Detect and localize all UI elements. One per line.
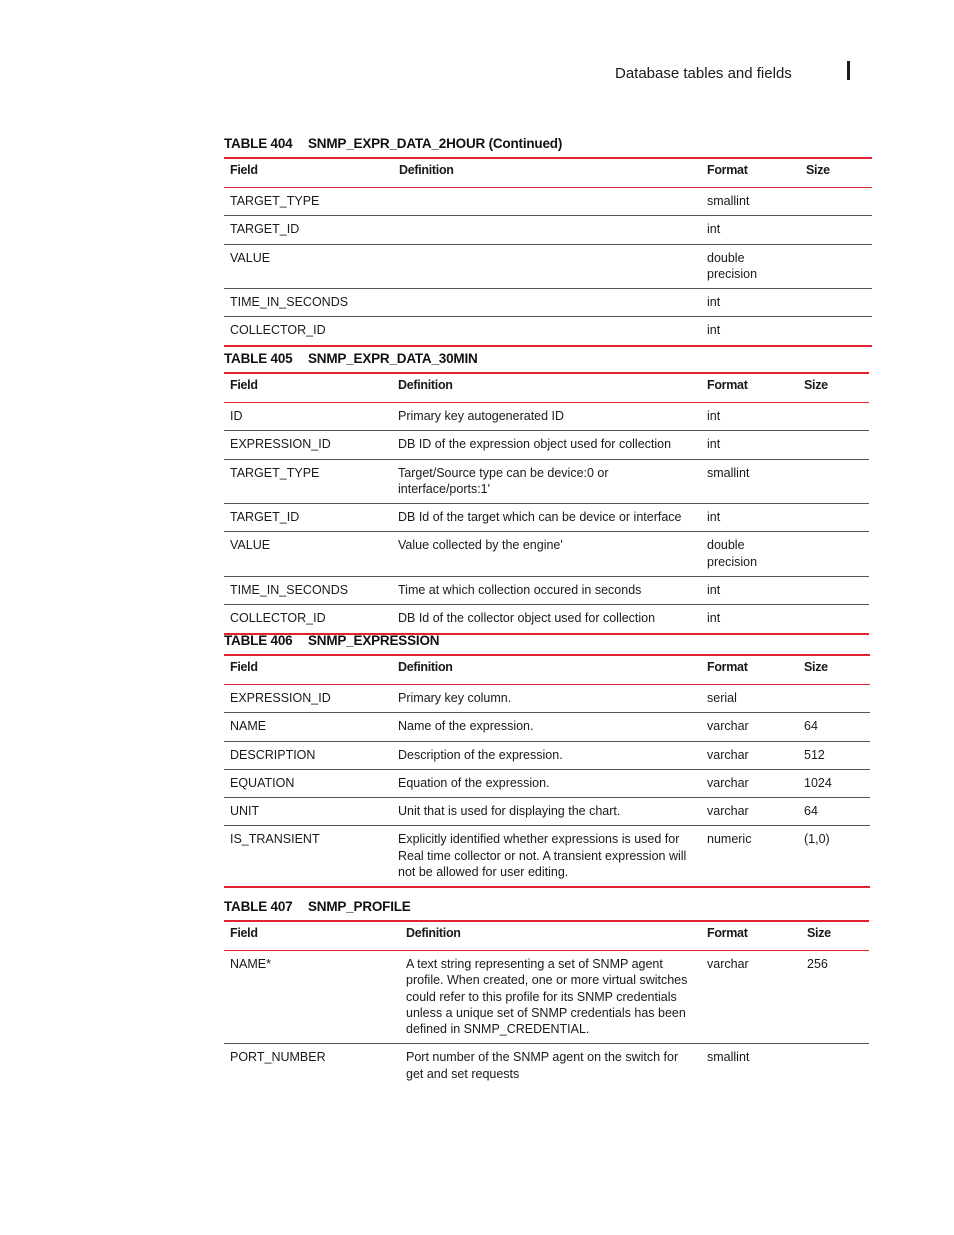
field-cell: TARGET_TYPE [224, 459, 392, 504]
format-cell: varchar [701, 713, 798, 741]
definition-cell: Description of the expression. [392, 741, 701, 769]
field-cell: NAME [224, 713, 392, 741]
size-cell [800, 289, 872, 317]
size-cell: 64 [798, 798, 870, 826]
header-marker-bar [847, 61, 850, 80]
format-cell: numeric [701, 826, 798, 887]
column-header: Field [224, 158, 393, 188]
column-header: Definition [392, 373, 701, 403]
format-cell: smallint [707, 1050, 750, 1065]
table-name: SNMP_PROFILE [308, 899, 411, 914]
table-row [224, 1044, 869, 1088]
column-header: Field [224, 655, 392, 685]
definition-cell [393, 188, 701, 216]
size-cell [800, 188, 872, 216]
field-cell: PORT_NUMBER [230, 1050, 326, 1065]
field-cell: EQUATION [224, 769, 392, 797]
table-number: TABLE 404 [224, 136, 293, 151]
format-cell: double precision [701, 244, 800, 289]
field-cell: UNIT [224, 798, 392, 826]
size-cell [798, 431, 869, 459]
table-row [224, 826, 870, 887]
column-header: Field [224, 373, 392, 403]
size-cell [800, 317, 872, 346]
format-cell: varchar [701, 769, 798, 797]
format-cell: serial [701, 685, 798, 713]
size-cell [801, 1044, 869, 1088]
table-name: SNMP_EXPR_DATA_2HOUR (Continued) [308, 136, 563, 151]
field-cell: COLLECTOR_ID [224, 605, 392, 634]
field-cell: NAME* [224, 951, 400, 1044]
table-row [224, 317, 872, 346]
definition-cell: Explicitly identified whether expressions is used for Real time collector or not. A transient expression will not be allowed for user editing. [392, 826, 701, 887]
table-row [224, 504, 869, 532]
field-cell: VALUE [224, 244, 393, 289]
definition-cell: Equation of the expression. [392, 769, 701, 797]
column-header: Format [701, 655, 798, 685]
column-header: Size [798, 655, 870, 685]
data-table [224, 157, 872, 347]
definition-cell [393, 289, 701, 317]
field-cell: IS_TRANSIENT [224, 826, 392, 887]
size-cell [798, 403, 869, 431]
definition-cell: Time at which collection occured in seconds [392, 577, 701, 605]
table-header-row [224, 655, 870, 685]
definition-cell: Name of the expression. [392, 713, 701, 741]
size-cell: 64 [798, 713, 870, 741]
table-row [224, 798, 870, 826]
field-cell: EXPRESSION_ID [224, 685, 392, 713]
field-cell: EXPRESSION_ID [224, 431, 392, 459]
format-cell: int [701, 317, 800, 346]
size-cell: 1024 [798, 769, 870, 797]
table-name: SNMP_EXPRESSION [308, 633, 440, 648]
table-row [224, 216, 872, 244]
column-header: Field [224, 921, 400, 951]
format-cell: varchar [701, 741, 798, 769]
definition-cell: DB ID of the expression object used for collection [392, 431, 701, 459]
definition-cell [393, 244, 701, 289]
definition-cell: Port number of the SNMP agent on the switch for get and set requests [406, 1050, 679, 1081]
table-row [224, 532, 869, 577]
definition-cell: Unit that is used for displaying the chart. [392, 798, 701, 826]
format-cell: int [701, 577, 798, 605]
size-cell [798, 504, 869, 532]
size-cell: 512 [798, 741, 870, 769]
table-number: TABLE 407 [224, 899, 293, 914]
column-header: Size [801, 921, 869, 951]
table-row [224, 769, 870, 797]
table-row [224, 741, 870, 769]
size-cell [798, 577, 869, 605]
definition-cell: DB Id of the collector object used for collection [392, 605, 701, 634]
definition-cell [393, 317, 701, 346]
table-number: TABLE 406 [224, 633, 293, 648]
table-row [224, 459, 869, 504]
format-cell: smallint [701, 188, 800, 216]
table-title [224, 633, 439, 648]
column-header: Size [800, 158, 872, 188]
format-cell: varchar [701, 798, 798, 826]
column-header: Definition [392, 655, 701, 685]
definition-cell: Target/Source type can be device:0 or interface/ports:1' [392, 459, 701, 504]
table-header-row [224, 373, 869, 403]
column-header: Format [701, 921, 801, 951]
field-cell: TARGET_ID [224, 216, 393, 244]
definition-cell: Primary key autogenerated ID [392, 403, 701, 431]
field-cell: COLLECTOR_ID [224, 317, 393, 346]
size-cell: 256 [801, 951, 869, 1044]
size-cell [800, 244, 872, 289]
format-cell: smallint [701, 459, 798, 504]
format-cell: int [701, 431, 798, 459]
table-row [224, 289, 872, 317]
table-row [224, 605, 869, 634]
size-cell: (1,0) [798, 826, 870, 887]
format-cell: int [701, 289, 800, 317]
table-row [224, 951, 869, 1044]
column-header: Definition [400, 921, 701, 951]
field-cell: VALUE [224, 532, 392, 577]
table-row [224, 431, 869, 459]
field-cell: ID [224, 403, 392, 431]
definition-cell: Value collected by the engine' [392, 532, 701, 577]
field-cell: TIME_IN_SECONDS [224, 577, 392, 605]
table-title [224, 136, 562, 151]
field-cell: TARGET_ID [224, 504, 392, 532]
table-row [224, 244, 872, 289]
table-header-row [224, 158, 872, 188]
column-header: Format [701, 158, 800, 188]
definition-cell: Primary key column. [392, 685, 701, 713]
data-table [224, 920, 869, 1088]
definition-cell [393, 216, 701, 244]
format-cell: int [701, 605, 798, 634]
definition-cell: DB Id of the target which can be device or interface [392, 504, 701, 532]
size-cell [798, 459, 869, 504]
column-header: Format [701, 373, 798, 403]
table-row [224, 713, 870, 741]
format-cell: int [701, 504, 798, 532]
field-cell: DESCRIPTION [224, 741, 392, 769]
format-cell: int [701, 403, 798, 431]
table-row [224, 577, 869, 605]
table-row [224, 685, 870, 713]
size-cell [800, 216, 872, 244]
table-row [224, 188, 872, 216]
size-cell [798, 532, 869, 577]
table-number: TABLE 405 [224, 351, 293, 366]
definition-cell: A text string representing a set of SNMP agent profile. When created, one or more virtual switches could refer to this profile for its SNMP credentials unless a unique set of SNMP credentials has been defined in SNMP_CREDENTIAL. [400, 951, 701, 1044]
table-row [224, 403, 869, 431]
data-table [224, 372, 869, 635]
table-header-row [224, 921, 869, 951]
field-cell: TARGET_TYPE [224, 188, 393, 216]
data-table [224, 654, 870, 888]
format-cell: varchar [701, 951, 801, 1044]
size-cell [798, 685, 870, 713]
size-cell [798, 605, 869, 634]
table-name: SNMP_EXPR_DATA_30MIN [308, 351, 478, 366]
running-header: Database tables and fields [615, 65, 792, 82]
table-title [224, 351, 478, 366]
table-title [224, 899, 411, 914]
format-cell: int [701, 216, 800, 244]
format-cell: double precision [701, 532, 798, 577]
field-cell: TIME_IN_SECONDS [224, 289, 393, 317]
column-header: Size [798, 373, 869, 403]
column-header: Definition [393, 158, 701, 188]
